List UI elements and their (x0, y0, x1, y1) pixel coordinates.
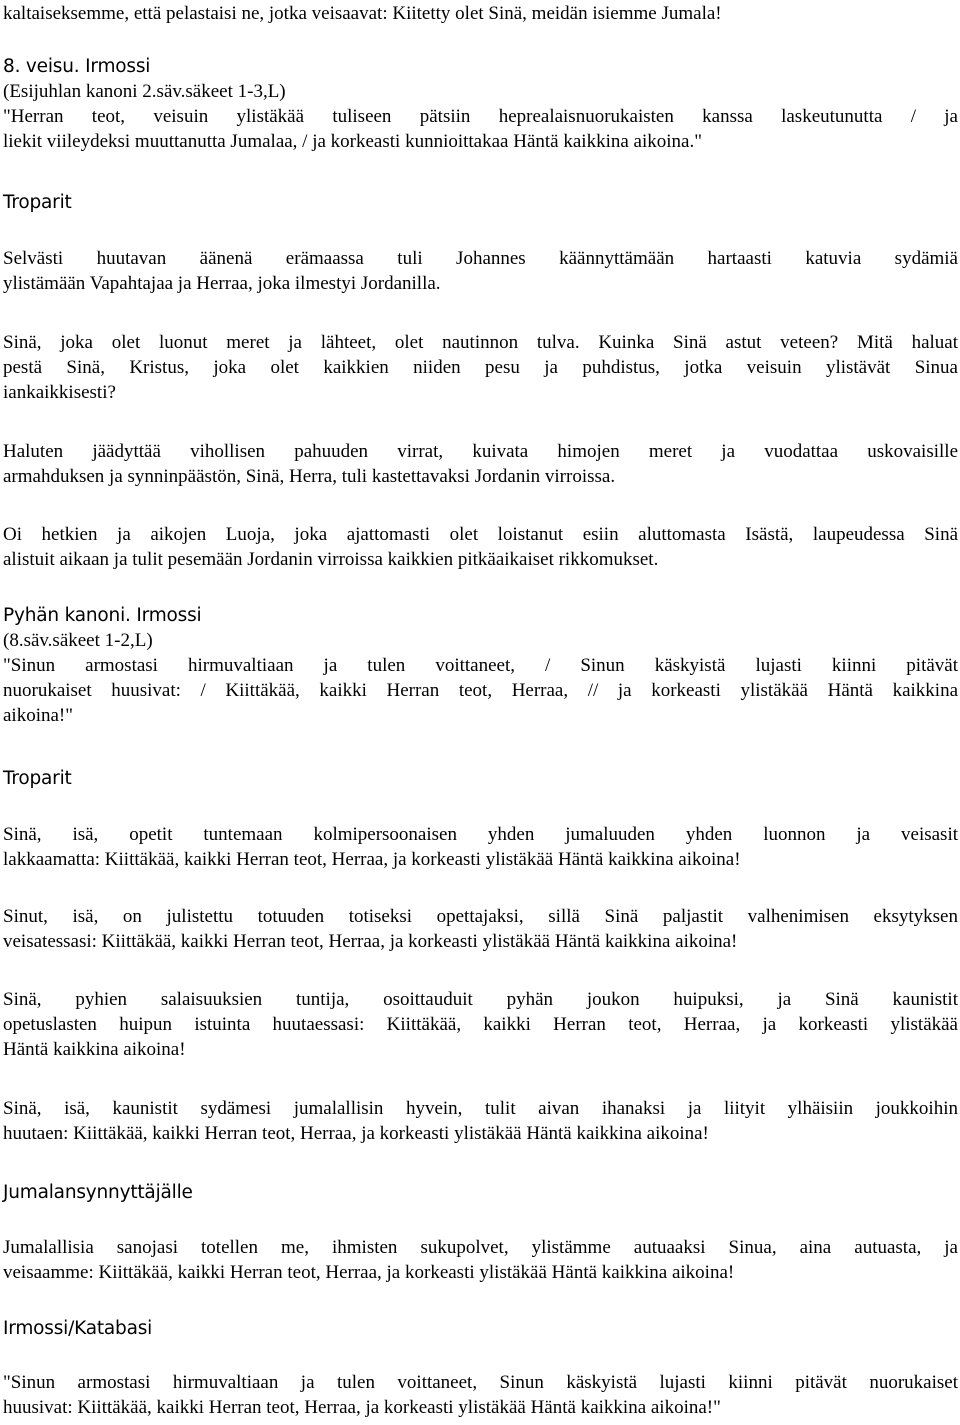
intro-text (3, 1, 958, 26)
troparion-paragraph (3, 1096, 958, 1146)
canon-feast-subtitle: (8.säv.säkeet 1-2,L) (3, 630, 153, 651)
text-line: veisaamme: Kiittäkää, kaikki Herran teot, Herraa, ja korkeasti ylistäkää Häntä kaikkina aikoina! (3, 1262, 735, 1283)
troparion-paragraph (3, 439, 958, 489)
troparion-paragraph (3, 246, 958, 296)
text-line: veisatessasi: Kiittäkää, kaikki Herran teot, Herraa, ja korkeasti ylistäkää Häntä kaikkina aikoina! (3, 931, 738, 952)
text-line: Sinut, isä, on julistettu totuuden totiseksi opettajaksi, sillä Sinä paljastit valhenimisen eksytyksen (3, 906, 958, 927)
text-line: "Herran teot, veisuin ylistäkää tuliseen pätsiin heprealaisnuorukaisten kanssa laskeutunutta / ja (3, 106, 958, 127)
text-line: aikoina!" (3, 705, 74, 726)
troparion-paragraph (3, 904, 958, 954)
text-line: huutaen: Kiittäkää, kaikki Herran teot, Herraa, ja korkeasti ylistäkää Häntä kaikkina aikoina! (3, 1123, 709, 1144)
text-line: huusivat: Kiittäkää, kaikki Herran teot, Herraa, ja korkeasti ylistäkää Häntä kaikkina aikoina!" (3, 1397, 721, 1418)
text-line: "Sinun armostasi hirmuvaltiaan ja tulen voittaneet, Sinun käskyistä lujasti kiinni pitävät nuorukaiset (3, 1372, 958, 1393)
text-line: Sinä, joka olet luonut meret ja lähteet, olet nautinnon tulva. Kuinka Sinä astut veteen? Mitä haluat (3, 332, 958, 353)
theotokion-paragraph (3, 1235, 958, 1285)
text-line: Oi hetkien ja aikojen Luoja, joka ajattomasti olet loistanut esiin aluttomasta Isästä, laupeudessa Sinä (3, 524, 958, 545)
text-line: lakkaamatta: Kiittäkää, kaikki Herran teot, Herraa, ja korkeasti ylistäkää Häntä kaikkina aikoina! (3, 849, 741, 870)
text-line: "Sinun armostasi hirmuvaltiaan ja tulen voittaneet, / Sinun käskyistä lujasti kiinni pitävät (3, 655, 958, 676)
text-line: Haluten jäädyttää vihollisen pahuuden virrat, kuivata himojen meret ja vuodattaa uskovaisille (3, 441, 958, 462)
text-line: pestä Sinä, Kristus, joka olet kaikkien niiden pesu ja puhdistus, jotka veisuin ylistävät Sinua (3, 357, 958, 378)
text-line: kaltaiseksemme, että pelastaisi ne, jotka veisaavat: Kiitetty olet Sinä, meidän isiemme Jumala! (3, 3, 722, 24)
canon-feast-title: Pyhän kanoni. Irmossi (3, 605, 202, 626)
text-line: opetuslasten huipun istuinta huutaessasi: Kiittäkää, kaikki Herran teot, Herraa, ja korkeasti ylistäkää (3, 1014, 958, 1035)
text-line: Selvästi huutavan äänenä erämaassa tuli Johannes käännyttämään hartaasti katuvia sydämiä (3, 248, 958, 269)
troparion-paragraph (3, 987, 958, 1062)
katabasia-paragraph (3, 1370, 958, 1420)
text-line: Sinä, isä, kaunistit sydämesi jumalallisin hyvein, tulit aivan ihanaksi ja liityit ylhäisiin joukkoihin (3, 1098, 958, 1119)
text-line: ylistämään Vapahtajaa ja Herraa, joka ilmestyi Jordanilla. (3, 273, 441, 294)
katabasia-heading: Irmossi/Katabasi (3, 1318, 153, 1339)
text-line: armahduksen ja synninpäästön, Sinä, Herra, tuli kastettavaksi Jordanin virroissa. (3, 466, 616, 487)
ode8-title: 8. veisu. Irmossi (3, 56, 151, 77)
text-line: alistuit aikaan ja tulit pesemään Jordanin virroissa kaikkien pitkäaikaiset rikkomukset. (3, 549, 659, 570)
troparion-paragraph (3, 822, 958, 872)
katabasia-heading-block (3, 1316, 958, 1341)
text-line: Sinä, isä, opetit tuntemaan kolmipersoonaisen yhden jumaluuden yhden luonnon ja veisasit (3, 824, 958, 845)
text-line: Häntä kaikkina aikoina! (3, 1039, 186, 1060)
ode8-subtitle: (Esijuhlan kanoni 2.säv.säkeet 1-3,L) (3, 81, 286, 102)
text-line: iankaikkisesti? (3, 382, 116, 403)
text-line: Jumalallisia sanojasi totellen me, ihmisten sukupolvet, ylistämme autuaaksi Sinua, aina autuasta, ja (3, 1237, 958, 1258)
text-line: nuorukaiset huusivat: / Kiittäkää, kaikki Herran teot, Herraa, // ja korkeasti ylistäkää Häntä kaikkina (3, 680, 958, 701)
troparion-paragraph (3, 522, 958, 572)
theotokion-heading-block (3, 1180, 958, 1205)
text-line: liekit viileydeksi muuttanutta Jumalaa, / ja korkeasti kunnioittakaa Häntä kaikkina aikoina." (3, 131, 702, 152)
troparia-2-heading-block (3, 766, 958, 791)
canon-feast-section (3, 603, 958, 728)
ode8-section (3, 54, 958, 154)
troparia-1-heading-block (3, 190, 958, 215)
troparion-paragraph (3, 330, 958, 405)
text-line: Sinä, pyhien salaisuuksien tuntija, osoittauduit pyhän joukon huipuksi, ja Sinä kaunistit (3, 989, 958, 1010)
troparia-2-heading: Troparit (3, 768, 72, 789)
theotokion-heading: Jumalansynnyttäjälle (3, 1182, 193, 1203)
troparia-1-heading: Troparit (3, 192, 72, 213)
